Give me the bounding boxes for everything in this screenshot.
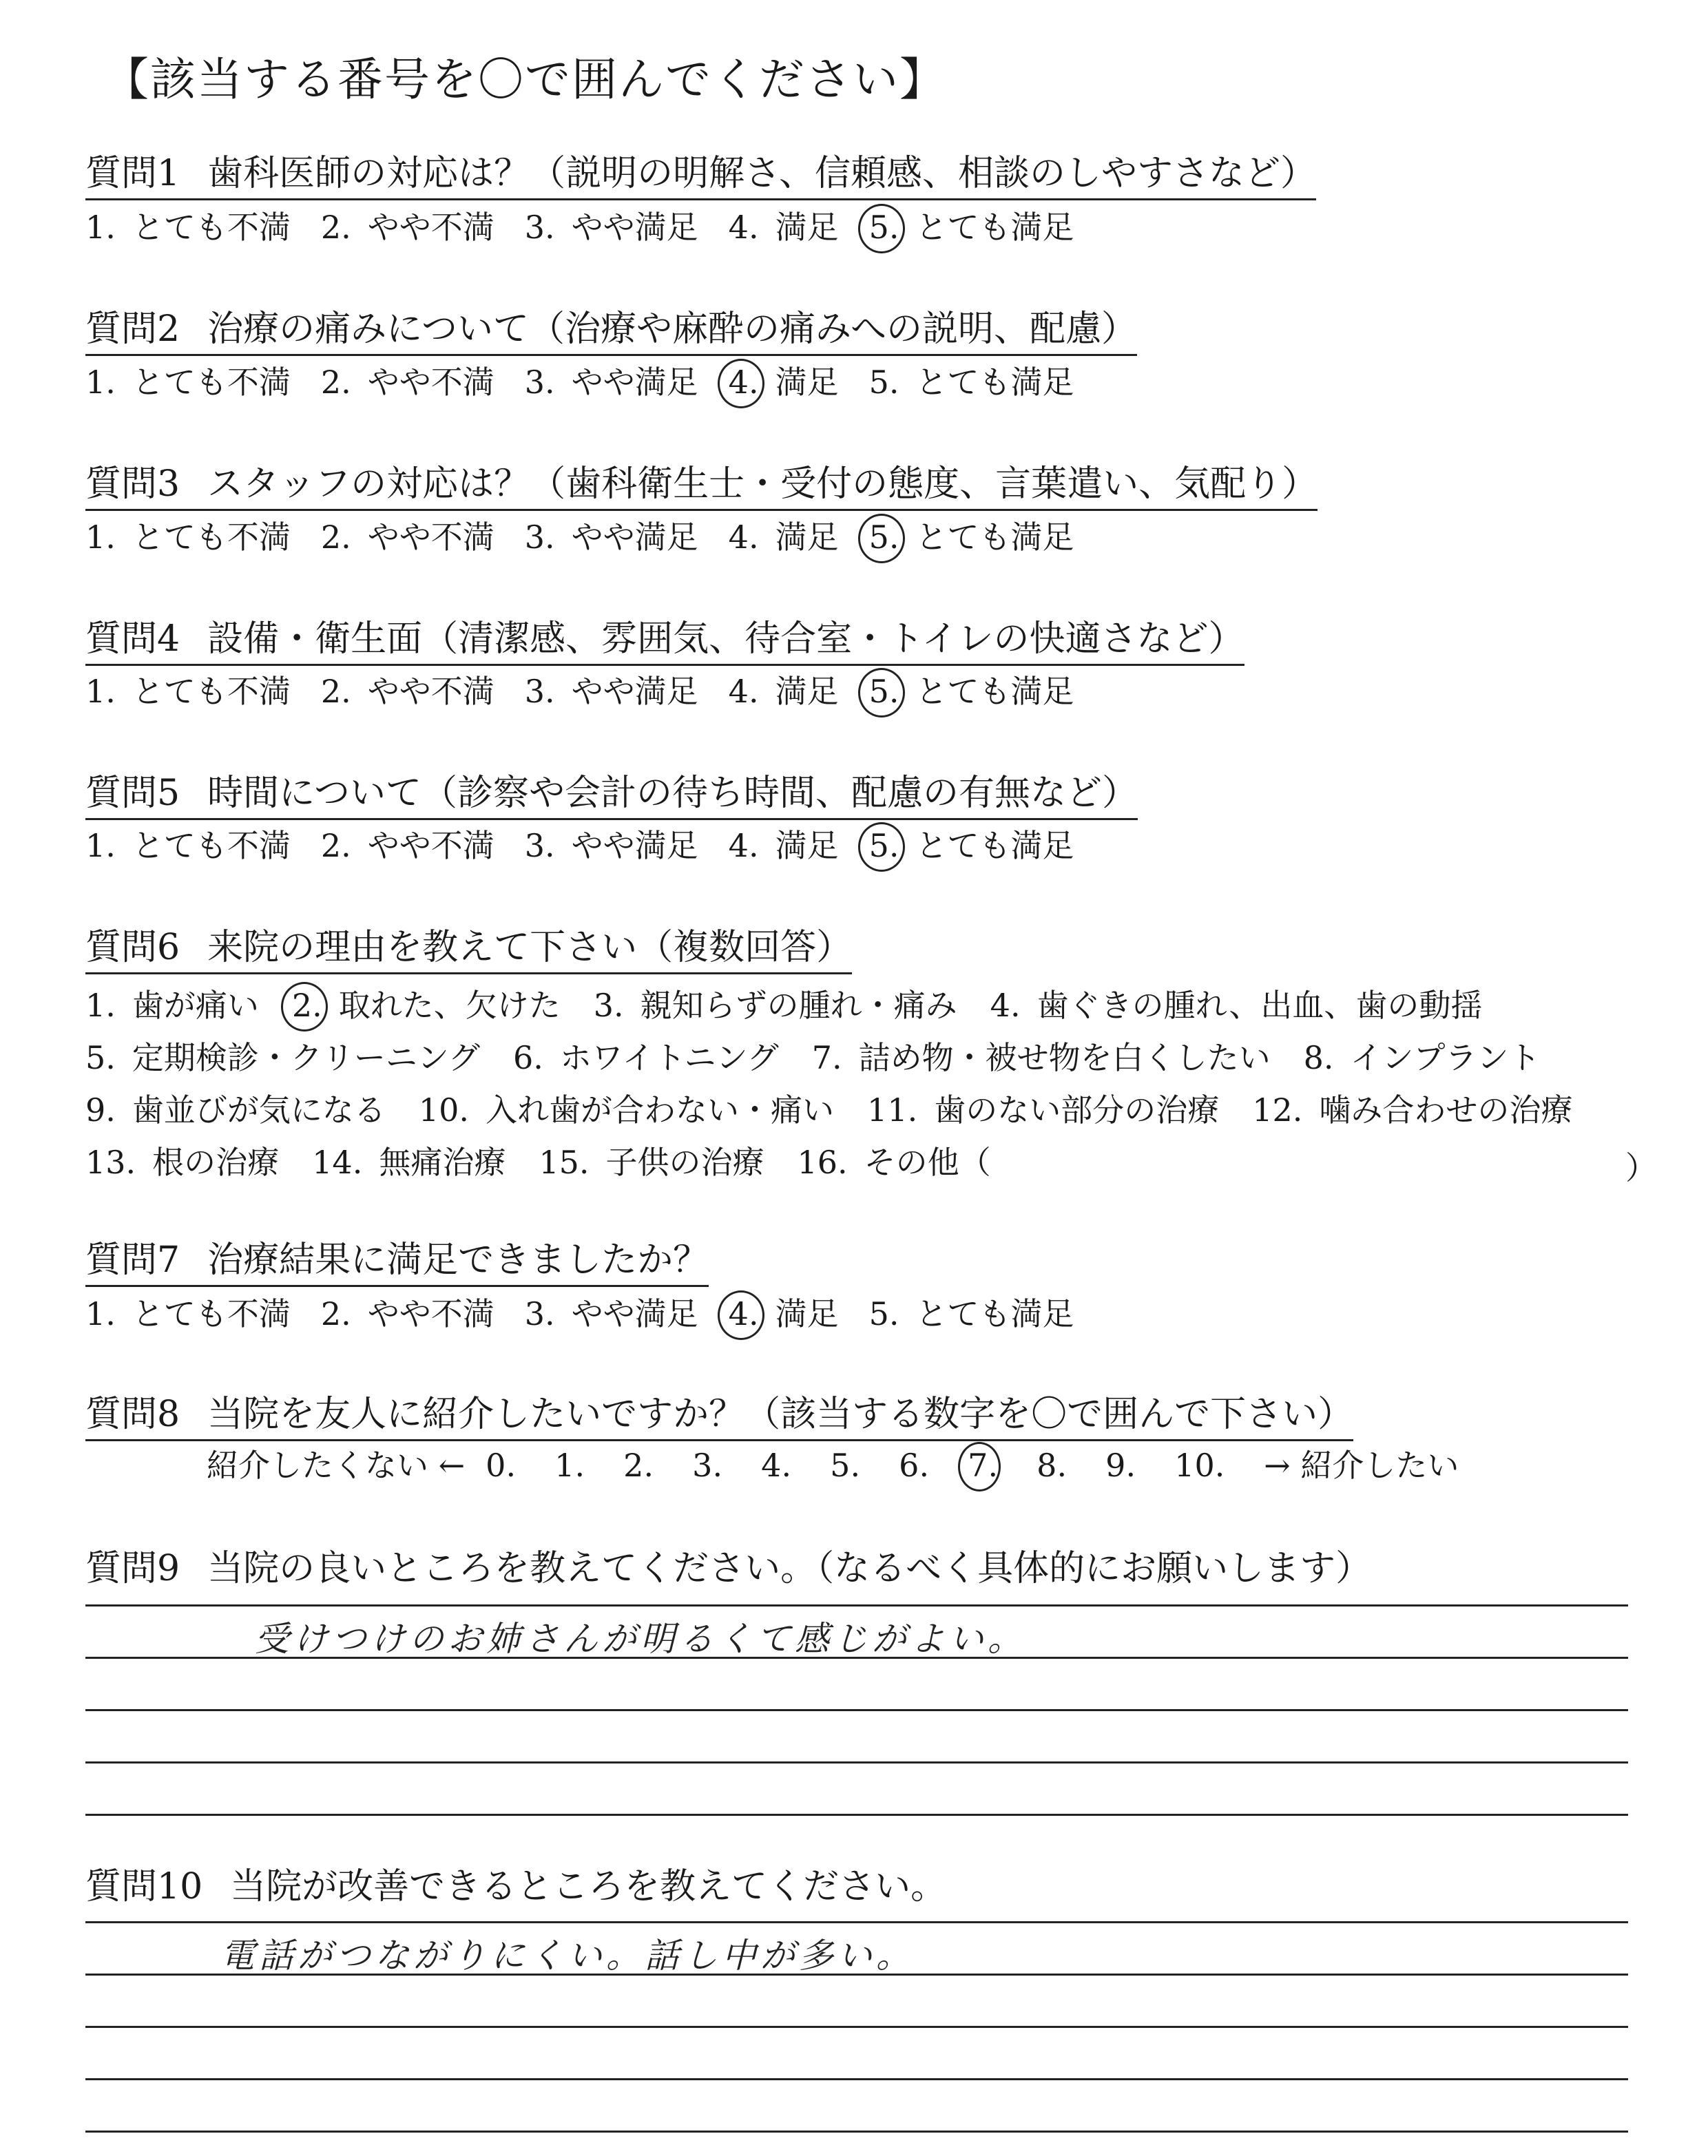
option-number: 2. (320, 209, 351, 246)
reason-row (85, 986, 1515, 1025)
option-number: 1. (85, 519, 116, 556)
option-label: 詰め物・被せ物を白くしたい (858, 1039, 1271, 1076)
option-number: 2. (320, 827, 351, 864)
option-number: 5. (868, 673, 899, 710)
option-number: 1. (85, 1295, 116, 1332)
option-number: 4. (728, 827, 759, 864)
rating-option[interactable] (321, 826, 494, 865)
option-label: 噛み合わせの治療 (1319, 1091, 1573, 1129)
reason-option[interactable] (990, 986, 1483, 1025)
rating-option[interactable] (869, 363, 1074, 401)
option-number: 14. (312, 1144, 363, 1181)
option-number: 6. (512, 1039, 543, 1076)
option-number: 5. (868, 827, 899, 864)
option-number: 3. (524, 827, 555, 864)
option-label: とても満足 (915, 1295, 1074, 1332)
option-number: 5. (868, 519, 899, 556)
question-number: 質問8 (85, 1394, 180, 1435)
option-label: とても不満 (132, 209, 291, 246)
question-text: 当院を友人に紹介したいですか？（該当する数字を〇で囲んで下さい） (207, 1394, 1354, 1435)
option-label: やや不満 (367, 1295, 494, 1332)
scale-point[interactable]: 3. (692, 1447, 723, 1484)
option-number: 4. (990, 987, 1021, 1024)
rating-option[interactable] (85, 672, 291, 711)
rating-option[interactable] (321, 1295, 494, 1333)
option-number: 12. (1252, 1091, 1303, 1129)
answer-line (85, 2131, 1628, 2133)
handwritten-good-points: 受けつけのお姉さんが明るくて感じがよい。 (255, 1619, 1026, 1659)
answer-line (85, 1761, 1628, 1763)
option-number: 5. (85, 1039, 116, 1076)
option-label: 親知らずの腫れ・痛み (640, 987, 957, 1024)
reason-option[interactable] (1304, 1038, 1541, 1077)
option-number: 5. (868, 209, 899, 246)
rating-option[interactable] (321, 672, 494, 711)
rating-options (85, 208, 1104, 247)
reason-row (85, 1143, 1024, 1182)
question-number: 質問6 (85, 927, 180, 968)
rating-option[interactable] (729, 826, 839, 865)
question-number: 質問1 (85, 153, 180, 194)
scale-point[interactable]: 9. (1105, 1447, 1136, 1484)
rating-option[interactable] (85, 518, 291, 556)
option-label: やや不満 (367, 827, 494, 864)
question-heading (85, 1866, 946, 1912)
question-heading (85, 927, 852, 974)
answer-line (85, 2078, 1628, 2080)
option-label: やや不満 (367, 673, 494, 710)
question-text: 設備・衛生面（清潔感、雰囲気、待合室・トイレの快適さなど） (207, 618, 1244, 660)
option-number: 4. (728, 673, 759, 710)
option-number: 10. (418, 1091, 470, 1129)
question-number: 質問5 (85, 773, 180, 814)
option-number: 3. (524, 1295, 555, 1332)
reason-option[interactable] (797, 1143, 990, 1182)
rating-option[interactable] (525, 672, 698, 711)
option-number: 1. (85, 827, 116, 864)
question-text: 時間について（診察や会計の待ち時間、配慮の有無など） (207, 773, 1138, 814)
scale-point[interactable]: 6. (899, 1447, 930, 1484)
option-label: インプラント (1350, 1039, 1541, 1076)
option-number: 1. (85, 209, 116, 246)
option-label: とても満足 (915, 519, 1074, 556)
question-number: 質問9 (85, 1548, 180, 1589)
option-number: 2. (320, 673, 351, 710)
page-title: 【該当する番号を〇で囲んでください】 (103, 53, 946, 106)
reason-option[interactable] (539, 1143, 764, 1182)
answer-line (85, 1709, 1628, 1711)
option-number: 1. (85, 673, 116, 710)
option-number: 3. (524, 519, 555, 556)
question-number: 質問4 (85, 618, 180, 660)
reason-option[interactable] (419, 1091, 834, 1129)
reason-option[interactable] (312, 1143, 506, 1182)
rating-option[interactable] (525, 363, 698, 401)
option-label: ホワイトニング (559, 1039, 779, 1076)
option-label: その他（ (864, 1144, 991, 1181)
question-heading (85, 463, 1318, 511)
other-close-paren: ） (1625, 1149, 1657, 1186)
rating-option[interactable] (869, 672, 1074, 711)
reason-option[interactable] (85, 986, 259, 1025)
rating-option[interactable] (525, 208, 698, 247)
option-number: 2. (320, 1295, 351, 1332)
option-number: 2. (291, 987, 322, 1024)
option-number: 2. (320, 364, 351, 401)
question-text: 当院が改善できるところを教えてください。 (230, 1866, 947, 1907)
reason-row (85, 1091, 1605, 1129)
option-number: 16. (797, 1144, 848, 1181)
option-label: やや満足 (571, 673, 698, 710)
rating-option[interactable] (729, 1295, 839, 1333)
rating-option[interactable] (525, 1295, 698, 1333)
reason-option[interactable] (85, 1091, 386, 1129)
option-label: 定期検診・クリーニング (132, 1039, 480, 1076)
rating-option[interactable] (729, 518, 839, 556)
option-number: 13. (85, 1144, 136, 1181)
option-number: 1. (85, 987, 116, 1024)
answer-line (85, 2026, 1628, 2028)
option-number: 3. (524, 364, 555, 401)
option-number: 1. (85, 364, 116, 401)
rating-option[interactable] (729, 208, 839, 247)
question-heading (85, 773, 1138, 820)
reason-option[interactable] (85, 1038, 480, 1077)
reason-option[interactable] (513, 1038, 779, 1077)
scale-point[interactable]: 5. (830, 1447, 861, 1484)
option-label: とても満足 (915, 673, 1074, 710)
question-text: 歯科医師の対応は？（説明の明解さ、信頼感、相談のしやすさなど） (207, 153, 1317, 194)
question-heading (85, 1394, 1353, 1441)
rating-options (85, 672, 1104, 711)
scale-point[interactable]: 4. (761, 1447, 792, 1484)
rating-option[interactable] (85, 1295, 291, 1333)
rating-options (85, 518, 1104, 556)
option-number: 2. (320, 519, 351, 556)
question-text: 治療の痛みについて（治療や麻酔の痛みへの説明、配慮） (207, 308, 1138, 350)
option-label: やや満足 (571, 827, 698, 864)
reason-option[interactable] (812, 1038, 1271, 1077)
reason-option[interactable] (292, 986, 561, 1025)
rating-options (85, 1295, 1104, 1333)
option-label: やや不満 (367, 364, 494, 401)
rating-option[interactable] (729, 363, 839, 401)
rating-option[interactable] (729, 672, 839, 711)
option-label: とても不満 (132, 673, 291, 710)
option-number: 3. (524, 209, 555, 246)
rating-option[interactable] (85, 208, 291, 247)
question-heading (85, 308, 1137, 356)
answer-line (85, 1921, 1628, 1923)
rating-options (85, 826, 1104, 865)
option-label: とても満足 (915, 209, 1074, 246)
reason-option[interactable] (867, 1091, 1219, 1129)
option-number: 7. (811, 1039, 842, 1076)
question-text: スタッフの対応は？（歯科衛生士・受付の態度、言葉遣い、気配り） (207, 463, 1318, 505)
option-label: とても不満 (132, 519, 291, 556)
option-number: 4. (728, 519, 759, 556)
rating-option[interactable] (85, 363, 291, 401)
question-number: 質問3 (85, 463, 180, 505)
question-number: 質問2 (85, 308, 180, 350)
rating-option[interactable] (85, 826, 291, 865)
rating-option[interactable] (869, 518, 1074, 556)
option-label: 歯ぐきの腫れ、出血、歯の動揺 (1037, 987, 1483, 1024)
reason-option[interactable] (1252, 1091, 1572, 1129)
option-label: 満足 (775, 1295, 839, 1332)
option-label: 満足 (775, 673, 839, 710)
rating-option[interactable] (869, 826, 1074, 865)
option-number: 3. (593, 987, 624, 1024)
option-label: 満足 (775, 519, 839, 556)
option-label: とても満足 (915, 364, 1074, 401)
option-label: 入れ歯が合わない・痛い (486, 1091, 835, 1129)
option-label: 歯のない部分の治療 (934, 1091, 1220, 1129)
handwritten-improvements: 電話がつながりにくい。話し中が多い。 (220, 1936, 915, 1976)
option-label: やや満足 (571, 364, 698, 401)
option-number: 8. (1303, 1039, 1334, 1076)
scale-point[interactable]: 0. (486, 1447, 517, 1484)
option-label: 歯並びが気になる (132, 1091, 386, 1129)
question-number: 質問7 (85, 1239, 180, 1281)
option-label: 根の治療 (152, 1144, 280, 1181)
option-label: やや満足 (571, 209, 698, 246)
option-label: とても満足 (915, 827, 1074, 864)
option-label: 満足 (775, 827, 839, 864)
option-label: とても不満 (132, 364, 291, 401)
option-label: やや満足 (571, 1295, 698, 1332)
question-text: 来院の理由を教えて下さい（複数回答） (207, 927, 853, 968)
scale-point[interactable]: 8. (1037, 1447, 1068, 1484)
scale-point[interactable]: 7. (968, 1446, 1037, 1485)
rating-option[interactable] (525, 518, 698, 556)
question-heading (85, 153, 1316, 200)
scale-left-label: 紹介したくない ← (207, 1447, 466, 1484)
reason-option[interactable] (594, 986, 957, 1025)
option-label: 無痛治療 (379, 1144, 506, 1181)
option-label: 取れた、欠けた (338, 987, 561, 1024)
question-text: 当院の良いところを教えてください。（なるべく具体的にお願いします） (207, 1548, 1372, 1589)
answer-line (85, 1814, 1628, 1816)
option-number: 15. (539, 1144, 590, 1181)
option-label: 満足 (775, 364, 839, 401)
rating-option[interactable] (321, 208, 494, 247)
option-number: 5. (868, 1295, 899, 1332)
option-label: とても不満 (132, 1295, 291, 1332)
rating-option[interactable] (869, 1295, 1074, 1333)
option-number: 4. (728, 364, 759, 401)
option-label: とても不満 (132, 827, 291, 864)
recommend-scale (186, 1446, 1479, 1485)
option-label: やや不満 (367, 209, 494, 246)
option-number: 4. (728, 1295, 759, 1332)
scale-point[interactable]: 10. (1174, 1447, 1225, 1484)
reason-option[interactable] (85, 1143, 279, 1182)
option-number: 11. (867, 1091, 918, 1129)
rating-option[interactable] (321, 518, 494, 556)
question-heading (85, 1548, 1371, 1593)
option-label: 子供の治療 (605, 1144, 764, 1181)
question-heading (85, 618, 1244, 666)
reason-row (85, 1038, 1574, 1077)
question-heading (85, 1239, 709, 1287)
question-text: 治療結果に満足できましたか？ (207, 1239, 709, 1281)
rating-option[interactable] (525, 826, 698, 865)
option-label: やや満足 (571, 519, 698, 556)
scale-right-label: → 紹介したい (1264, 1447, 1459, 1484)
option-number: 9. (85, 1091, 116, 1129)
scale-point[interactable]: 2. (623, 1447, 654, 1484)
option-label: やや不満 (367, 519, 494, 556)
option-number: 5. (868, 364, 899, 401)
rating-option[interactable] (869, 208, 1074, 247)
option-label: 満足 (775, 209, 839, 246)
question-number: 質問10 (85, 1866, 203, 1907)
scale-point[interactable]: 1. (554, 1447, 585, 1484)
option-label: 歯が痛い (132, 987, 259, 1024)
option-number: 4. (728, 209, 759, 246)
option-number: 3. (524, 673, 555, 710)
answer-line (85, 1604, 1628, 1606)
rating-options (85, 363, 1104, 401)
rating-option[interactable] (321, 363, 494, 401)
